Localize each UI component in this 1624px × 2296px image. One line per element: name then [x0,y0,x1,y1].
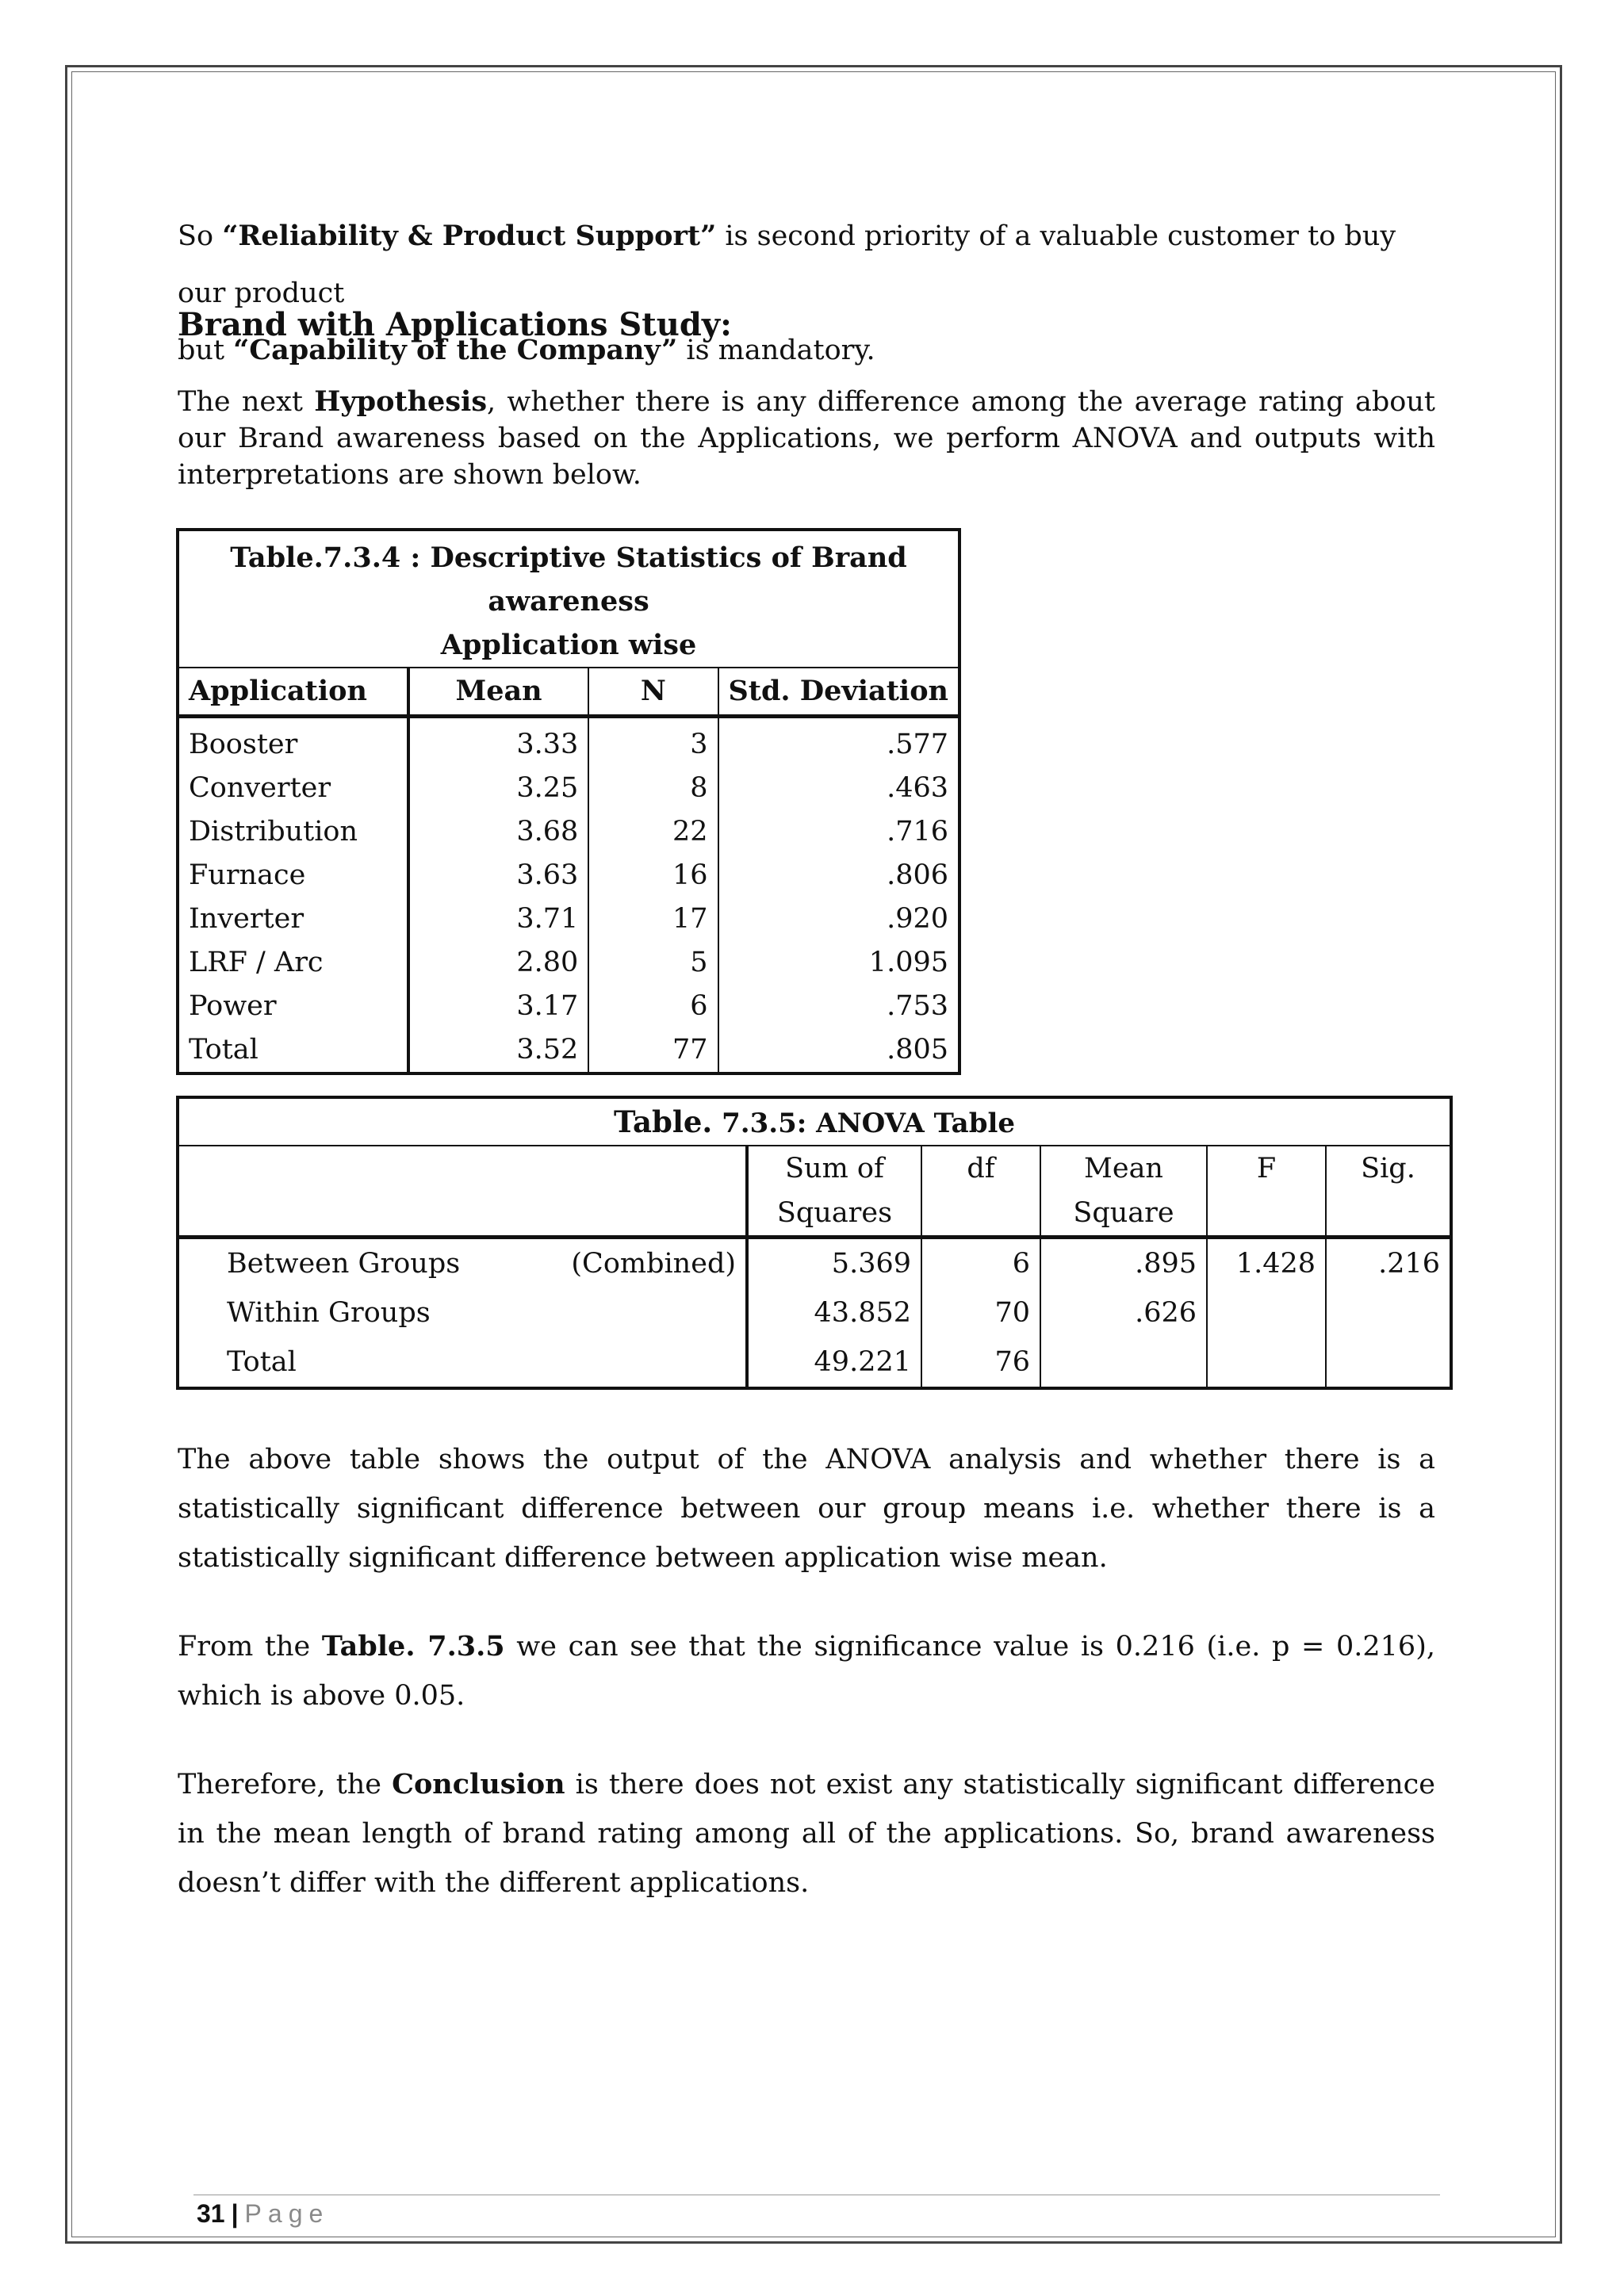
table-cell: .805 [718,1028,959,1073]
table2-header: df [921,1146,1040,1238]
table-cell: Total [227,1346,297,1378]
table-cell: Within Groups [227,1297,431,1329]
table-row [178,717,959,767]
table-cell: 3 [588,717,718,767]
table2-header: F [1207,1146,1326,1238]
table-cell: Power [189,990,277,1022]
table-cell: 1.095 [718,941,959,985]
table-cell: .577 [718,717,959,767]
table-cell: .216 [1326,1238,1451,1289]
table-cell: .920 [718,897,959,941]
table-row [178,1028,959,1073]
table-cell: 6 [588,985,718,1028]
footer-separator: | [231,2199,239,2228]
table-cell: 3.52 [408,1028,588,1073]
table-cell: .716 [718,810,959,854]
table-cell: 17 [588,897,718,941]
table-row [178,1238,1451,1289]
descriptive-statistics-table [176,528,961,1075]
table-row [178,1288,1451,1337]
table-cell: 3.63 [408,854,588,897]
table-row [178,941,959,985]
table1-header: N [588,668,718,717]
page-label: Page [244,2199,330,2228]
table-cell: 3.25 [408,767,588,810]
page-number: 31 [197,2199,225,2228]
table-cell [558,1337,747,1388]
table1-header: Mean [408,668,588,717]
table-cell [1207,1288,1326,1337]
table-cell: Booster [189,729,298,760]
section-heading: Brand with Applications Study: [178,306,732,343]
table-cell: 3.68 [408,810,588,854]
table1-header: Application [178,668,408,717]
table-cell: 5 [588,941,718,985]
table-cell: 3.17 [408,985,588,1028]
table-cell: 6 [921,1238,1040,1289]
table-cell [558,1288,747,1337]
table-cell: Between Groups [227,1248,461,1280]
table-cell: 76 [921,1337,1040,1388]
table-cell [1207,1337,1326,1388]
table-cell: 3.33 [408,717,588,767]
table-cell: 16 [588,854,718,897]
table-cell [1040,1337,1207,1388]
table-cell: Total [189,1034,259,1066]
table-cell: (Combined) [571,1248,736,1280]
table-row [178,1337,1451,1388]
table-cell: 5.369 [747,1238,921,1289]
table2-caption: Table. 7.3.5: ANOVA Table [178,1097,1451,1146]
table-cell [1326,1337,1451,1388]
table-cell: Converter [189,772,331,804]
table2-header: Mean Square [1040,1146,1207,1238]
table-row [178,897,959,941]
table-cell: 2.80 [408,941,588,985]
table-cell: 22 [588,810,718,854]
table-cell: Inverter [189,903,304,935]
page-footer [197,2199,329,2229]
table-cell: 49.221 [747,1337,921,1388]
table-row [178,810,959,854]
table-cell: .463 [718,767,959,810]
table1-caption: Table.7.3.4 : Descriptive Statistics of Brand awareness Application wise [230,541,907,661]
table-cell: Furnace [189,859,306,891]
table1-header: Std. Deviation [718,668,959,717]
table-cell: 8 [588,767,718,810]
table2-header: Sig. [1326,1146,1451,1238]
significance-paragraph: From the Table. 7.3.5 we can see that the significance value is 0.216 (i.e. p = 0.216), which is above 0.05. [178,1630,1435,1712]
table-cell: 3.71 [408,897,588,941]
table-cell: .753 [718,985,959,1028]
intro-paragraph: So “Reliability & Product Support” is second priority of a valuable customer to buy our product but “Capability of the Company” is mandatory. [178,220,1396,366]
table2-header: Sum of Squares [747,1146,921,1238]
anova-explanation-paragraph: The above table shows the output of the ANOVA analysis and whether there is a statistically significant difference between our group means i.e. whether there is a statistically significant difference between application wise mean. [178,1444,1435,1574]
table-row [178,985,959,1028]
table-cell: 1.428 [1207,1238,1326,1289]
table-cell: 70 [921,1288,1040,1337]
table-cell: .806 [718,854,959,897]
table2-header-blank [178,1146,747,1238]
table-row [178,854,959,897]
table-cell: .626 [1040,1288,1207,1337]
anova-table [176,1096,1453,1390]
table-cell: 43.852 [747,1288,921,1337]
table-cell: LRF / Arc [189,947,324,978]
table-cell [1326,1288,1451,1337]
hypothesis-paragraph: The next Hypothesis, whether there is any difference among the average rating about our Brand awareness based on the Applications, we perform ANOVA and outputs with interpretations are shown below. [178,385,1435,491]
table-cell: 77 [588,1028,718,1073]
conclusion-paragraph: Therefore, the Conclusion is there does not exist any statistically significant difference in the mean length of brand rating among all of the applications. So, brand awareness doesn’t differ with the different applications. [178,1768,1435,1899]
table-cell: Distribution [189,816,358,848]
table-row [178,767,959,810]
table-cell: .895 [1040,1238,1207,1289]
